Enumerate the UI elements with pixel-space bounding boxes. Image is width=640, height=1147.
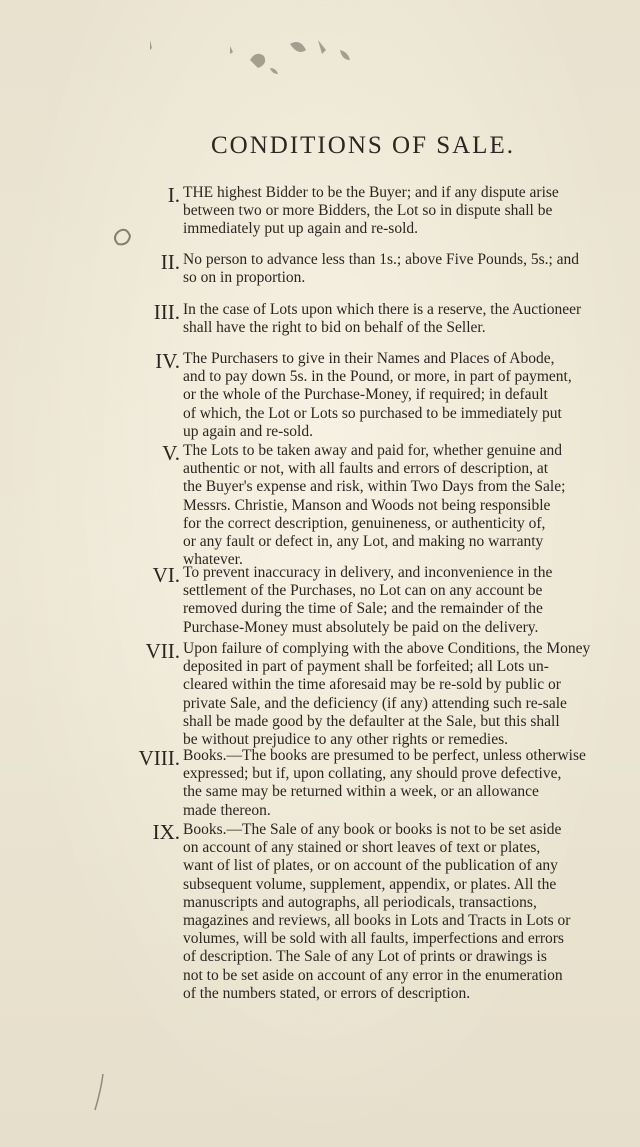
text-line: of which, the Lot or Lots so purchased to be immediately put — [183, 404, 562, 422]
condition-3-text — [183, 301, 614, 337]
text-line: want of list of plates, or on account of the publication of any — [183, 857, 558, 875]
text-line: manuscripts and autographs, all periodicals, transactions, — [183, 893, 537, 911]
condition-7-numeral: VII. — [145, 639, 180, 663]
text-line: Messrs. Christie, Manson and Woods not being responsible — [183, 496, 551, 514]
condition-6-text — [183, 564, 614, 637]
text-line: of description. The Sale of any Lot of prints or drawings is — [183, 948, 547, 966]
text-line: Purchase-Money must absolutely be paid on the delivery. — [183, 618, 539, 636]
text-line: the Buyer's expense and risk, within Two Days from the Sale; — [183, 478, 566, 496]
text-line: Upon failure of complying with the above Conditions, the Money — [183, 640, 591, 657]
text-line: be without prejudice to any other rights or remedies. — [183, 731, 508, 749]
condition-6-numeral: VI. — [152, 563, 180, 587]
text-line: Books.—The books are presumed to be perfect, unless otherwise — [183, 747, 586, 764]
text-line: shall have the right to bid on behalf of the Seller. — [183, 319, 486, 337]
condition-3-numeral: III. — [153, 300, 180, 324]
condition-8-numeral: VIII. — [138, 746, 180, 770]
text-line: of the numbers stated, or errors of description. — [183, 984, 471, 1002]
text-line: The Purchasers to give in their Names and Places of Abode, — [183, 350, 555, 367]
text-line: To prevent inaccuracy in delivery, and inconvenience in the — [183, 564, 553, 581]
condition-1-text — [183, 184, 614, 239]
text-line: or the whole of the Purchase-Money, if required; in default — [183, 386, 548, 404]
condition-9-text — [183, 821, 614, 1003]
text-line: deposited in part of payment shall be forfeited; all Lots un- — [183, 658, 549, 676]
text-line: between two or more Bidders, the Lot so in dispute shall be — [183, 202, 553, 220]
text-line: so on in proportion. — [183, 269, 306, 287]
text-line: removed during the time of Sale; and the remainder of the — [183, 600, 543, 618]
condition-2-numeral: II. — [160, 250, 180, 274]
text-line: the same may be returned within a week, or an allowance — [183, 783, 539, 801]
condition-5-text — [183, 442, 614, 569]
text-line: and to pay down 5s. in the Pound, or more, in part of payment, — [183, 368, 572, 386]
text-line: not to be set aside on account of any error in the enumeration — [183, 966, 563, 984]
text-line: private Sale, and the deficiency (if any) attending such re-sale — [183, 694, 567, 712]
text-line: The Lots to be taken away and paid for, whether genuine and — [183, 442, 562, 459]
text-line: whatever. — [183, 551, 243, 569]
condition-8-text — [183, 747, 614, 820]
text-line: expressed; but if, upon collating, any should prove defective, — [183, 765, 562, 783]
text-line: subsequent volume, supplement, appendix, or plates. All the — [183, 875, 557, 893]
text-line: up again and re-sold. — [183, 422, 313, 440]
text-line: No person to advance less than 1s.; above Five Pounds, 5s.; and — [183, 251, 580, 268]
text-line: THE highest Bidder to be the Buyer; and if any dispute arise — [183, 184, 559, 201]
text-line: or any fault or defect in, any Lot, and making no warranty — [183, 533, 544, 551]
text-line: Books.—The Sale of any book or books is not to be set aside — [183, 821, 562, 838]
condition-4-text — [183, 350, 614, 441]
condition-9-numeral: IX. — [152, 820, 180, 844]
text-line: magazines and reviews, all books in Lots and Tracts in Lots or — [183, 912, 571, 930]
text-line: made thereon. — [183, 801, 271, 819]
condition-4-numeral: IV. — [155, 349, 180, 373]
text-line: immediately put up again and re-sold. — [183, 220, 419, 238]
text-line: cleared within the time aforesaid may be re-sold by public or — [183, 676, 561, 694]
condition-2-text — [183, 251, 614, 287]
text-line: In the case of Lots upon which there is a reserve, the Auctioneer — [183, 301, 582, 318]
text-line: on account of any stained or short leaves of text or plates, — [183, 839, 541, 857]
text-line: shall be made good by the defaulter at the Sale, but this shall — [183, 712, 560, 730]
text-line: for the correct description, genuineness, or authenticity of, — [183, 514, 546, 532]
page-title: CONDITIONS OF SALE. — [211, 132, 515, 159]
text-line: authentic or not, with all faults and errors of description, at — [183, 460, 549, 478]
condition-1-numeral: I. — [167, 183, 180, 207]
condition-5-numeral: V. — [162, 441, 180, 465]
text-line: volumes, will be sold with all faults, imperfections and errors — [183, 930, 564, 948]
text-line: settlement of the Purchases, no Lot can on any account be — [183, 582, 543, 600]
condition-7-text — [183, 640, 614, 749]
